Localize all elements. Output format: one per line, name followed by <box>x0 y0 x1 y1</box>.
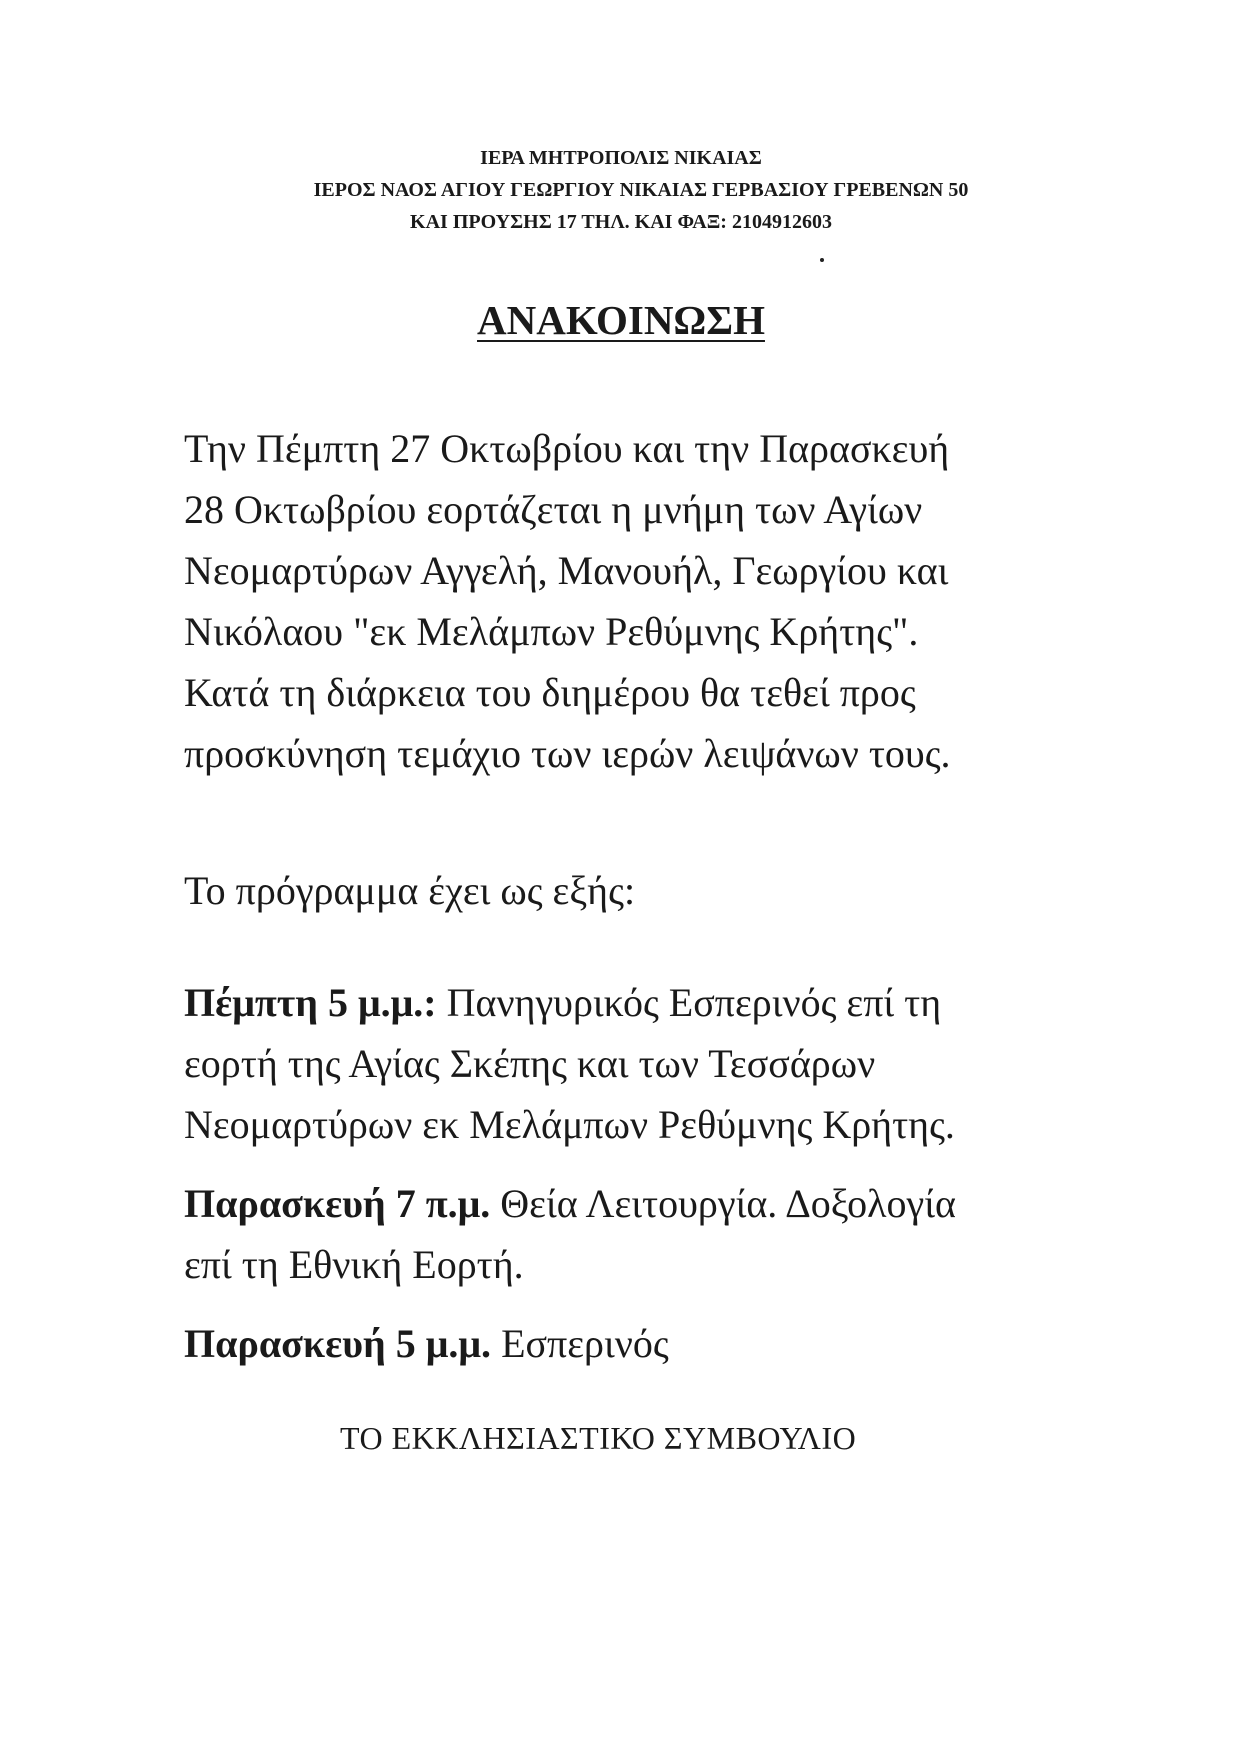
intro-line: προσκύνηση τεμάχιο των ιερών λειψάνων τους. <box>184 731 951 776</box>
schedule-item-description: Εσπερινός <box>491 1321 669 1366</box>
schedule-item-time-label: Παρασκευή 5 μ.μ. <box>184 1321 492 1366</box>
signature: ΤΟ ΕΚΚΛΗΣΙΑΣΤΙΚΟ ΣΥΜΒΟΥΛΙΟ <box>340 1420 857 1456</box>
schedule-item-first-line <box>184 1173 1084 1234</box>
schedule-item-thursday-vespers <box>184 972 1084 1155</box>
intro-line: 28 Οκτωβρίου εορτάζεται η μνήμη των Αγίων <box>184 487 923 532</box>
intro-line: Κατά τη διάρκεια του διημέρου θα τεθεί προς <box>184 670 916 715</box>
schedule-item-continuation: εορτή της Αγίας Σκέπης και των Τεσσάρων <box>184 1041 876 1086</box>
schedule-list <box>184 972 1084 1392</box>
scan-speck <box>820 258 824 262</box>
letterhead-line-metropolis: ΙΕΡΑ ΜΗΤΡΟΠΟΛΙΣ ΝΙΚΑΙΑΣ <box>480 147 762 169</box>
schedule-item-friday-vespers <box>184 1313 1084 1374</box>
schedule-item-description: Πανηγυρικός Εσπερινός επί τη <box>436 980 942 1025</box>
intro-paragraph <box>184 418 1084 784</box>
intro-line: Νεομαρτύρων Αγγελή, Μανουήλ, Γεωργίου και <box>184 548 949 593</box>
intro-line: Την Πέμπτη 27 Οκτωβρίου και την Παρασκευή <box>184 426 950 471</box>
schedule-item-first-line <box>184 972 1084 1033</box>
schedule-item-first-line <box>184 1313 1084 1374</box>
intro-line: Νικόλαου "εκ Μελάμπων Ρεθύμνης Κρήτης". <box>184 609 919 654</box>
schedule-item-continuation: επί τη Εθνική Εορτή. <box>184 1242 524 1287</box>
letterhead <box>0 142 1242 238</box>
letterhead-line-contact: ΚΑΙ ΠΡΟΥΣΗΣ 17 ΤΗΛ. ΚΑΙ ΦΑΞ: 2104912603 <box>410 211 832 233</box>
schedule-item-friday-liturgy <box>184 1173 1084 1295</box>
schedule-item-time-label: Πέμπτη 5 μ.μ.: <box>184 980 437 1025</box>
letterhead-line-church: ΙΕΡΟΣ ΝΑΟΣ ΑΓΙΟΥ ΓΕΩΡΓΙΟΥ ΝΙΚΑΙΑΣ ΓΕΡΒΑΣΙΟΥ ΓΡΕΒΕΝΩΝ 50 <box>313 179 969 201</box>
schedule-item-continuation: Νεομαρτύρων εκ Μελάμπων Ρεθύμνης Κρήτης. <box>184 1102 955 1147</box>
schedule-item-description: Θεία Λειτουργία. Δοξολογία <box>490 1181 956 1226</box>
page-title: ΑΝΑΚΟΙΝΩΣΗ <box>477 297 765 343</box>
schedule-item-time-label: Παρασκευή 7 π.μ. <box>184 1181 491 1226</box>
program-heading: Το πρόγραμμα έχει ως εξής: <box>184 868 636 913</box>
